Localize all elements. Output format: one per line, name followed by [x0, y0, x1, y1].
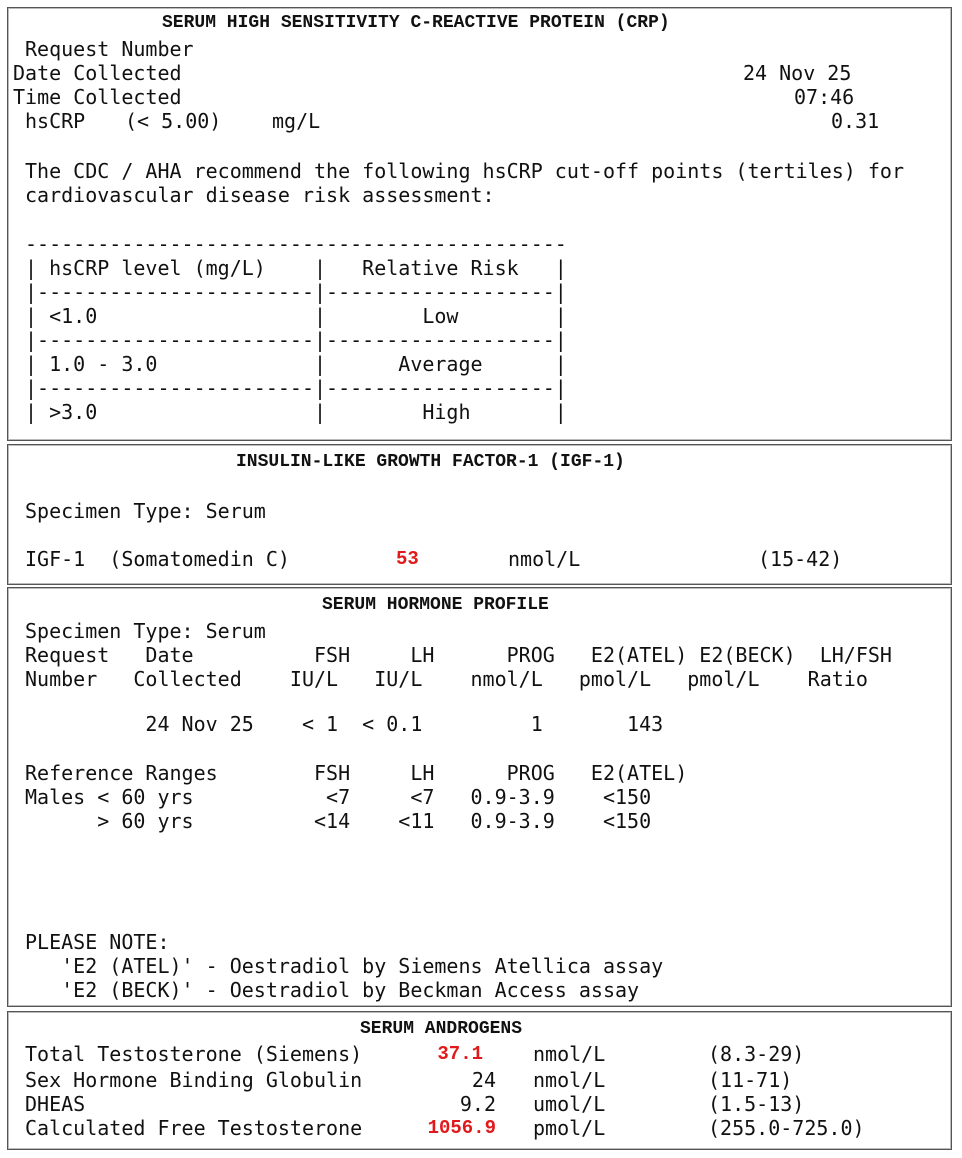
risk-table-separator: |-----------------------|-------------------| [25, 376, 567, 400]
please-note-line: 'E2 (BECK)' - Oestradiol by Beckman Access assay [25, 978, 640, 1002]
hscrp-value: 0.31 [831, 109, 880, 133]
androgen-range: (1.5-13) [708, 1092, 805, 1116]
crp-panel [7, 7, 952, 441]
androgen-value: 37.1 [437, 1043, 483, 1065]
hormone-result-row: 24 Nov 25 < 1 < 0.1 1 143 [25, 712, 664, 736]
androgen-name: Total Testosterone (Siemens) [25, 1042, 363, 1066]
androgen-value: 1056.9 [427, 1117, 496, 1139]
androgen-name: DHEAS [25, 1092, 86, 1116]
hscrp-reference: (< 5.00) [125, 109, 222, 133]
risk-table-row: | >3.0 | High | [25, 400, 567, 424]
androgen-unit: nmol/L [533, 1068, 606, 1092]
igf-specimen-type: Specimen Type: Serum [25, 499, 266, 523]
androgen-value: 24 [471, 1068, 496, 1092]
hormone-title: SERUM HORMONE PROFILE [322, 595, 549, 615]
reference-range-row: Males < 60 yrs <7 <7 0.9-3.9 <150 [25, 785, 652, 809]
risk-table-separator: |-----------------------|-------------------| [25, 280, 567, 304]
risk-table-separator: |-----------------------|-------------------| [25, 328, 567, 352]
hormone-panel [7, 587, 952, 1007]
time-collected-label: Time Collected [13, 85, 182, 109]
hormone-specimen-type: Specimen Type: Serum [25, 619, 266, 643]
igf-title: INSULIN-LIKE GROWTH FACTOR-1 (IGF-1) [236, 452, 625, 472]
androgen-range: (11-71) [708, 1068, 793, 1092]
hormone-column-header-2: Number Collected IU/L IU/L nmol/L pmol/L pmol/L Ratio [25, 667, 868, 691]
please-note-title: PLEASE NOTE: [25, 930, 170, 954]
androgen-name: Calculated Free Testosterone [25, 1116, 363, 1140]
crp-note-line1: The CDC / AHA recommend the following hsCRP cut-off points (tertiles) for [25, 159, 904, 183]
androgen-range: (255.0-725.0) [708, 1116, 865, 1140]
please-note-line: 'E2 (ATEL)' - Oestradiol by Siemens Atellica assay [25, 954, 664, 978]
androgen-range: (8.3-29) [708, 1042, 805, 1066]
risk-table-row: | <1.0 | Low | [25, 304, 567, 328]
crp-note-line2: cardiovascular disease risk assessment: [25, 183, 495, 207]
androgen-value: 9.2 [459, 1092, 496, 1116]
hormone-column-header-1: Request Date FSH LH PROG E2(ATEL) E2(BECK) LH/FSH [25, 643, 892, 667]
hscrp-unit: mg/L [272, 109, 321, 133]
igf-test-name: IGF-1 (Somatomedin C) [25, 547, 290, 571]
risk-table-header: | hsCRP level (mg/L) | Relative Risk | [25, 256, 567, 280]
risk-table-top-rule: --------------------------------------------- [25, 232, 567, 256]
igf-range: (15-42) [758, 547, 843, 571]
androgen-name: Sex Hormone Binding Globulin [25, 1068, 363, 1092]
request-number-label: Request Number [25, 37, 194, 61]
reference-ranges-header: Reference Ranges FSH LH PROG E2(ATEL) [25, 761, 688, 785]
date-collected-value: 24 Nov 25 [743, 61, 852, 85]
igf-panel [7, 444, 952, 585]
risk-table-row: | 1.0 - 3.0 | Average | [25, 352, 567, 376]
androgens-title: SERUM ANDROGENS [360, 1019, 523, 1039]
time-collected-value: 07:46 [794, 85, 855, 109]
androgen-unit: nmol/L [533, 1042, 606, 1066]
androgen-unit: pmol/L [533, 1116, 606, 1140]
igf-unit: nmol/L [508, 547, 581, 571]
reference-range-row: > 60 yrs <14 <11 0.9-3.9 <150 [25, 809, 652, 833]
crp-title: SERUM HIGH SENSITIVITY C-REACTIVE PROTEIN (CRP) [162, 13, 670, 33]
igf-value: 53 [396, 548, 419, 570]
androgen-unit: umol/L [533, 1092, 606, 1116]
hscrp-name: hsCRP [25, 109, 86, 133]
date-collected-label: Date Collected [13, 61, 182, 85]
androgens-panel [7, 1011, 952, 1150]
